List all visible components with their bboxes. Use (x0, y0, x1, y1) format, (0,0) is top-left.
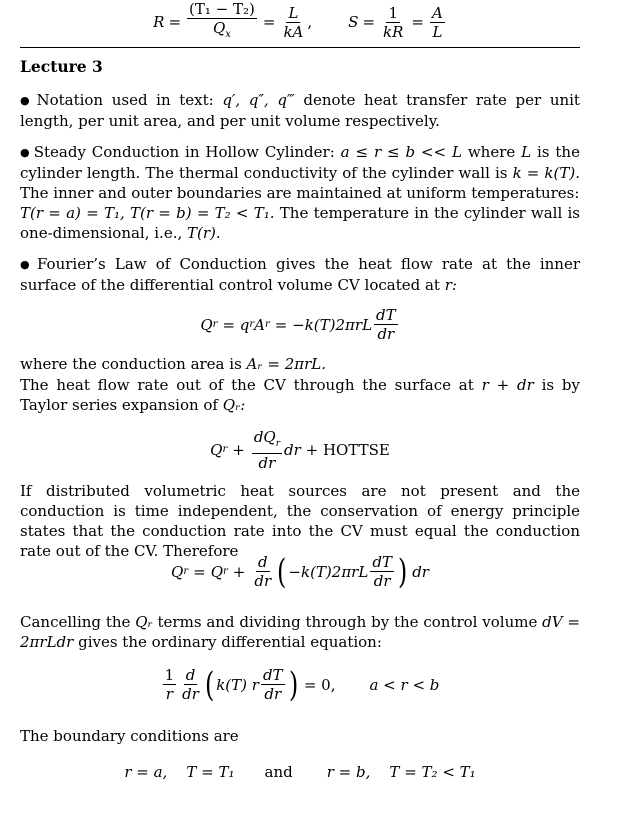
steady-L: L (521, 143, 532, 161)
fraction-A-over-L (430, 4, 445, 41)
eq3-d-dr (252, 553, 273, 590)
denominator: dr (264, 685, 282, 703)
eq3-Q: Q (171, 562, 184, 581)
numerator: d (257, 553, 268, 571)
eq1-Q: Q (200, 315, 213, 334)
eq1-A-sub: r (265, 318, 270, 330)
steady-inequality: a ≤ r ≤ b << L (340, 143, 462, 161)
area-paragraph (20, 354, 580, 374)
bullet-icon: ● (20, 258, 34, 271)
eq3-Q-sub: r (183, 565, 189, 577)
fourier-equation (20, 306, 580, 343)
fraction-temp-diff (187, 0, 257, 44)
denominator: dr (182, 685, 199, 703)
bc-and: and (264, 763, 293, 781)
eq1-q-sub: r (249, 318, 255, 330)
eq1-Q-sub: r (212, 318, 218, 330)
denominator: r (165, 685, 173, 703)
numerator: dT (376, 306, 396, 324)
numerator: (T₁ − T₂) (189, 0, 255, 18)
ode-d-dr (180, 666, 201, 703)
eq3-Q2-sub: r (223, 565, 228, 577)
steady-text-4: The temperature in the cylinder wall is one-dimensional, i.e., (20, 204, 580, 242)
ode-one-over-r (163, 666, 177, 703)
fourier-r: r: (444, 276, 457, 294)
denominator: dr (377, 325, 395, 343)
outflow-text-2: is by Taylor series expansion of (20, 376, 580, 414)
steady-Tr: T(r). (187, 224, 221, 242)
steady-k: k = k(T). (512, 164, 580, 182)
eq2-dr: dr + (284, 441, 323, 459)
numerator-sub: r (275, 439, 281, 449)
horizontal-rule (20, 47, 580, 48)
ode-range: a < r < b (369, 675, 440, 694)
bc-right: r = b, T = T₂ < T₁ (326, 763, 476, 781)
fourier-lead: Fourier’s Law of Conduction gives the heat flow rate at the inner surface of the differential control volume CV located at (20, 255, 580, 294)
outflow-text-1: The heat flow rate out of the CV through the surface at (20, 376, 474, 394)
notation-paragraph (20, 90, 580, 131)
comma: , (307, 13, 313, 31)
equals-sign: = (168, 13, 182, 31)
area-text: where the conduction area is (20, 355, 242, 373)
eq2-dQdr (252, 428, 282, 472)
cancel-volume: 2πrLdr (20, 633, 74, 651)
numerator: A (432, 3, 443, 22)
cancel-dV: dV = (542, 613, 580, 631)
denominator: dr (258, 454, 276, 472)
cancel-text-1: Cancelling the (20, 613, 131, 631)
eq2-Q: Q (210, 441, 223, 459)
right-paren: ) (288, 664, 298, 705)
equals-sign: = (262, 13, 276, 31)
eq1-dTdr (374, 306, 398, 343)
eq2-plus: + (232, 441, 245, 459)
numerator: dT (372, 553, 392, 571)
bullet-icon: ● (20, 94, 34, 107)
eq1-A: A (254, 315, 266, 334)
eq3-dTdr (370, 553, 394, 590)
cancel-paragraph (20, 612, 580, 652)
denominator: Q (212, 19, 226, 37)
outflow-r-dr: r + dr (481, 376, 534, 394)
eq1-q: = q (222, 315, 250, 334)
eq3-equals: = (193, 562, 206, 581)
notation-lead: Notation used in text: (36, 91, 214, 109)
left-paren: ( (204, 664, 215, 705)
notation-rest: denote heat transfer rate per unit length, per unit area, and per unit volume respectively. (20, 91, 580, 130)
cancel-text-3: gives the ordinary differential equation: (78, 633, 382, 651)
numerator: 1 (164, 666, 175, 684)
lecture-heading: Lecture 3 (20, 57, 103, 76)
steady-text-2: is the cylinder length. The thermal conductivity of the cylinder wall is (20, 143, 580, 182)
ode-zero: = 0, (303, 675, 336, 694)
steady-text-1: where (467, 143, 516, 161)
cancel-text-2: terms and dividing through by the control volume (157, 613, 538, 631)
steady-boundary-temps: T(r = a) = T₁, T(r = b) = T₂ < T₁. (20, 204, 275, 222)
balance-equation (20, 553, 580, 590)
eq1-rhs: = −k(T)2πrL (274, 315, 373, 334)
outflow-paragraph (20, 375, 580, 415)
eq3-inner: −k(T)2πrL (288, 562, 369, 581)
ode-kT-r: k(T) r (216, 675, 259, 694)
conservation-paragraph: If distributed volumetric heat sources are not present and the conduction is time independent, the conservation of energy principle states that the conduction rate into the CV must equal the conduction rate out of the CV. Therefore (20, 482, 580, 560)
numerator: dQ (253, 428, 276, 446)
equals-sign: = (411, 13, 424, 31)
area-equation: Aᵣ = 2πrL. (246, 355, 326, 373)
steady-lead: Steady Conduction in Hollow Cylinder: (33, 143, 335, 161)
steady-conduction-paragraph (20, 142, 580, 243)
eq2-Q-sub: r (222, 444, 228, 455)
subscript: x (225, 29, 231, 40)
header-equation (20, 2, 580, 42)
numerator: dT (262, 666, 283, 684)
eq2-hottse: HOTTSE (322, 441, 390, 459)
outflow-Qr: Qᵣ: (222, 396, 246, 414)
denominator: kA (283, 22, 304, 41)
right-paren: ) (397, 551, 408, 592)
ode-equation (20, 666, 580, 703)
numerator: d (185, 666, 196, 684)
eq3-Q2: Q (210, 562, 223, 581)
bc-left: r = a, T = T₁ (124, 763, 235, 781)
taylor-equation (20, 428, 580, 472)
bc-equations (20, 762, 580, 782)
left-paren: ( (277, 551, 287, 592)
ode-dTdr (261, 666, 285, 703)
notation-symbols: q′, q″, q‴ (222, 91, 295, 109)
steady-text-3: The inner and outer boundaries are maintained at uniform temperatures: (20, 184, 580, 202)
eq3-plus: + (232, 562, 246, 581)
numerator: 1 (388, 3, 398, 22)
denominator: L (432, 22, 443, 41)
equals-sign: = (362, 13, 376, 31)
denominator: dr (373, 572, 391, 590)
eq-symbol-S: S (348, 13, 359, 31)
denominator: dr (254, 572, 272, 590)
bullet-icon: ● (20, 146, 31, 159)
fraction-L-over-kA (281, 4, 305, 41)
cancel-Qr: Qᵣ (135, 613, 153, 631)
eq-symbol-R: R (153, 13, 165, 31)
numerator: L (288, 3, 299, 22)
bc-paragraph: The boundary conditions are (20, 727, 239, 745)
eq3-dr: dr (412, 562, 429, 581)
fourier-paragraph (20, 254, 580, 295)
denominator: kR (383, 22, 404, 41)
fraction-one-over-kR (381, 4, 405, 41)
